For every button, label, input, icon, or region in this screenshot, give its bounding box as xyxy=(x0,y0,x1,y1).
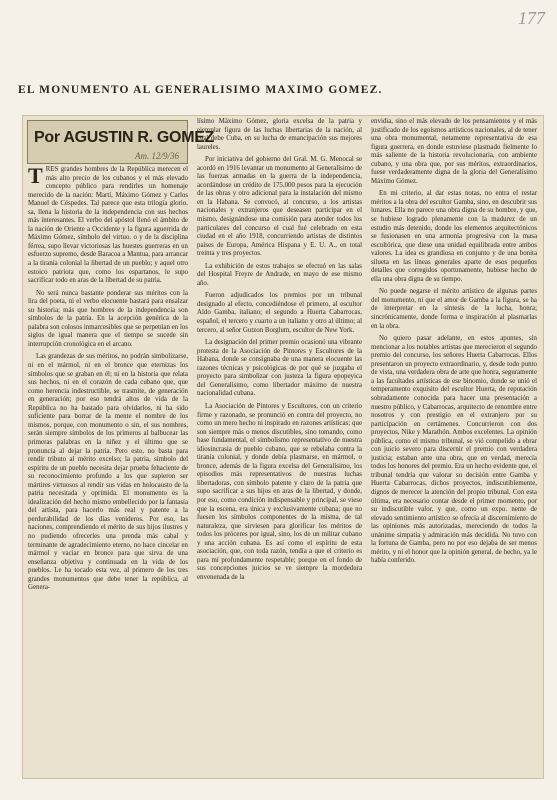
paragraph: TRES grandes hombres de la República merecen el más alto precio de los cubanos y el más elevado concepto público para rendirles un homenaje merecido de la nación: Martí, Máximo Gómez y Carlos Manuel de Céspedes. Tal parece que esta trilogía glorio. sa, llena la historia de la independencia con sus hechos más interesantes. El verbo del apóstol llenó el ámbito de la nación de Oriente a Occidente y la figura aguerrida de Máximo Gómez, símbolo del virtuo. o y de la disciplina férrea, supo llevar victoriosas las huestes guerreras en un esfuerzo supremo, desde Baracoa a Mantua, para arrancar a la tiranía colonial la libertad de un pueblo; y aquel otro estoico patriota que, como los espartanos, le supo sacrificar todo en aras de la libertad de su patria. xyxy=(28,166,188,285)
handwritten-date: Am. 12/9/36 xyxy=(135,151,179,161)
text-column-3 xyxy=(371,118,537,776)
article-headline: EL MONUMENTO AL GENERALISIMO MAXIMO GOMEZ. xyxy=(18,84,383,96)
drop-cap: T xyxy=(28,166,43,188)
paragraph: En mi criterio, al dar estas notas, no entra el restar méritos a la obra del escultor Gamba, sino, en descubrir sus lunares. Ella no parece una obra digna de su hombre, y que, se hubiese logrado plenamente con la madurez de un estudio más detenido, donde los elementos arquitectónicos se fusionasen en una armonía progresiva con la masa escultórica, que diese una unidad equilibrada entre ambos valores. La idea es grandiosa en conjunto y de una bonita silueta en las líneas generales aparte de esos pequeños detalles que corregidos oportunamente, hubiese hecho de ella una obra digna de su tiempo. xyxy=(371,190,537,283)
byline: Por AGUSTIN R. GOMEZ xyxy=(34,129,215,146)
paragraph: Las grandezas de sus méritos, no podrán simbolizarse, ni en el mármol, ni en el bronce que eternizas los símbolos que se graban en él; ni en la historia que relata sus hechos, ni en el corazón de cada cubano que, que como herencia indestructible, se trasmite, de generación en generación; por eso tendrá altos de vida de la República no ha bastado para olvidarlos, ni ha sido suficiente para borrar de la mente el nombre de los mismos, porque, con monumento o sin, el sus nombres, serán siempre símbolos de los primeros al balbucear las primeras palabras en la niñez y el último que se pronuncia al dejar la patria. Pero esto, no basta para rendir tributo al mérito excelso; la patria, símbolo del espíritu de un pueblo necesita dejar prueba fehaciente de su reconocimiento profundo a los que supieron ser mártires virtuosos al rendir sus vidas en holocausto de la patria necesitada y oprimida. El monumento es la idealización del hecho mismo embellecido por la fantasía del artista, para hacerlo más real y patente a la perdurabilidad de los días venideros. Por eso, las naciones, comprendiendo el mérito de sus hijos ilustres y no pudiendo ofrecerles una prenda más cabal y terminante de agradecimiento eterno, no hace cincelar en mármol y vaciar en bronce para que sirva de una enseñanza objetiva y continuada en la vida de los pueblos. Le ha tocado esta vez, al primero de los tres grandes monumentos que debe tener la república, al Genera- xyxy=(28,353,188,592)
paragraph: envidia, sino el más elevado de los pensamientos y el más justificado de los egoísmos artísticos nacionales, al de tener una obra monumental, netamente representativa de esa figura guerrera, en donde estuviese plasmado fielmente lo más saliente de la historia revolucionaria, con ambiente cubano, y una obra que, por sus méritos, extraordinarios, fuese verdaderamente digna de la gloria del Generalísimo Máximo Gómez. xyxy=(371,118,537,185)
paragraph: lísimo Máximo Gómez, gloria excelsa de la patria y ejemplar figura de las luchas libertarias de la nación, al cual debe Cuba, en su lucha de emancipación sus mejores laureles. xyxy=(197,118,362,151)
paragraph: La Asociación de Pintores y Escultores, con un criterio firme y razonado, se pronunció en contra del proyecto, no como un mero hecho ni inspirado en razones artísticas; que son siempre más o menos discutibles, sino tomando, como base fundamental, el simbolismo representativo de nuestra idiosincrasia de pueblo cubano, que se rebelaba contra la tiranía colonial, y donde debía plasmarse, en mármol, o bronce, además de la figura excelsa del Generalísimo, los episodios más representativos de nuestras luchas libertadoras, con símbolo patente y claro de la patria que supo sacrificar a sus hijos en aras de la libertad, y donde, por eso, como condición indispensable y principal, se viese que la escena, era única y exclusivamente cubana; que no fuesen los símbolos componentes de la misma, de tal naturaleza, que sirviesen para glorificar los méritos de todos los próceres por igual, sino, los de un militar cubano y una acción cubana. Es así como el espíritu de esta asociación, que, con toda razón, tendía a que el criterio es para mí profundamente respetable; porque en el fondo de sus concepciones juicios se ve siempre la mordedura envenenada de la xyxy=(197,402,362,581)
paragraph: No será nunca bastante ponderar sus méritos con la lira del poeta, ni el verbo elocuente bastará para ensalzar su historia; más que hombres de la independencia son símbolos de la patria. En la acepción genérica de la palabra son colosos inmarcesibles que se perpetúan en los siglos de igual manera que el tiempo se sucede sin interrupción cronológica en el arcano. xyxy=(28,289,188,348)
byline-box xyxy=(27,120,215,164)
paragraph: No quiero pasar adelante, en estos apuntes, sin mencionar a los notables artistas que merecieron el segundo premio del concurso, los señores Huerta Cabarrocas. Ellos presentaron un proyecto extraordinario, y, desde todo punto de vista, una verdadera obra de arte que honra, seguramente a las facultades artísticas de ese binomio, donde se unió el temperamento exquisito del escultor Huerta, de reputación sobradamente conocida para hacer una presentación a nuestro público, y Cabarrocas, arquitecto de renombre entre nosotros y con prestigio en el extranjero por su participación en certámenes. Concurrieron con dos proyectos, Nike y Marathón. Ambos excelentes. La opinión pública, como el mismo tribunal, se vió compelido a ebrar con juicio severo para discernir el premio con verdadera justicia; estaban ante una obra, que en verdad, merecía todos los honores del premio. Era un hecho evidente que, el tribunal tendría que valorar su decisión entre Gamba y Huerta Cabarrocas, dichos proyectos, indiscutiblemente, dignos de merecer la atención del propio tribunal. Con esta última, era necesario contar desde el primer momento, por su indiscutible valor, y que, como un expo. nente de elevado sentimiento artístico se ofrecía al discernimiento de las opiniones más autorizadas, mereciendo de todos la unánime simpatía y admiración más decidida. No tuvo con la fortuna de Gamba, pero no por eso dejaba de ser menos mérito, y ni el honor que la opinión general, de hecho, ya le había conferido. xyxy=(371,335,537,565)
paragraph: No puede negarse el mérito artístico de algunas partes del monumento, ni que el amor de Gamba a la figura, se ha de interpretar en la síntesis de la lucha, honra; sincrónicamente, donde forma e inspiración al plasmarlas en la obra. xyxy=(371,288,537,330)
page-number: 177 xyxy=(518,8,545,28)
text-column-2 xyxy=(197,118,362,776)
text-column-1 xyxy=(28,166,188,776)
paragraph: Por iniciativa del gobierno del Gral. M. G. Menocal se acordó en 1916 levantar un monumento al Generalísimo de las fuerzas armadas en la guerra de la independencia, acordándose un crédito de 175.000 pesos para la ejecución de las obras y otro adicional para la instalación del mismo en la Habana. Se convocó, al concurso, a los artistas nacionales y extranjeros que deseasen participar en el mismo, designándose una comisión para atender todos los particulares del concurso el cual fué celebrado en esta ciudad en el año 1918, concurriendo artistas de distintos países de Europa, América Hispana y E. U. A., en total treinta y tres proyectos. xyxy=(197,156,362,258)
paragraph: La designación del primer premio ocasionó una vibrante protesta de la Asociación de Pintores y Escultores de la Habana, donde se consignaba de una manera elocuente las razones técnicas y psicológicas de por qué se juzgaba el proyecto para simbolizar con justeza la figura epopeyica del Generalísimo, como libertador máximo de nuestra nacionalidad cubana. xyxy=(197,339,362,398)
newspaper-clipping xyxy=(22,115,544,779)
paragraph: La exhibición de estos trabajos se efectuó en las salas del Hospital Freyre de Andrade, en mayo de ese mismo año. xyxy=(197,262,362,287)
paragraph: Fueron adjudicados los premios por un tribunal designado al efecto, concediéndose el primero, al escultor Aldo Gamba, italiano; el segundo a Huerta Cabarrocas, español, el tercero y cuarto a un italiano y otro al último; al tercero, al señor Gutzon Borglum, escultor de New York. xyxy=(197,292,362,334)
